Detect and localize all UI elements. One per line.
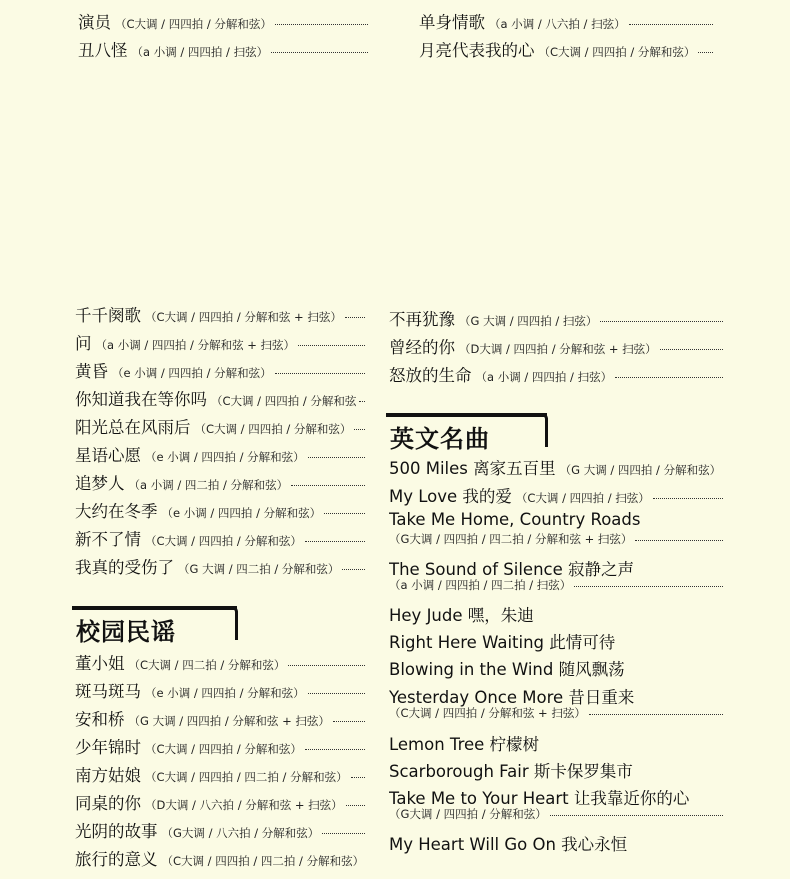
song-title: 董小姐 [75, 654, 125, 673]
dot-leader [660, 349, 723, 350]
song-meta: （C大调 / 四四拍 / 分解和弦） [145, 742, 302, 756]
song-meta: （e 小调 / 四四拍 / 分解和弦） [145, 450, 305, 464]
song-title: My Love 我的爱 [389, 487, 512, 506]
song-title: 我真的受伤了 [75, 558, 174, 577]
song-title: 少年锦时 [75, 738, 141, 757]
song-meta: （e 小调 / 四四拍 / 分解和弦） [145, 686, 305, 700]
list-item [389, 334, 723, 358]
list-item [389, 602, 723, 626]
song-meta: （a 小调 / 四四拍 / 扫弦） [475, 370, 613, 384]
section-title: 校园民谣 [76, 618, 176, 646]
dot-leader [305, 749, 365, 750]
dot-leader [333, 721, 365, 722]
song-title: 问 [75, 334, 92, 353]
song-title: The Sound of Silence 寂静之声 [389, 560, 635, 579]
song-meta: （C大调 / 四四拍 / 四二拍 / 分解和弦） [145, 770, 348, 784]
song-meta: （G大调 / 四四拍 / 分解和弦） [389, 807, 547, 821]
song-title: 你知道我在等你吗 [75, 390, 207, 409]
list-item [389, 831, 723, 855]
dot-leader [351, 777, 365, 778]
song-title: 黄昏 [75, 362, 108, 381]
list-item [389, 362, 723, 386]
song-meta: （G大调 / 四四拍 / 四二拍 / 分解和弦 + 扫弦） [389, 532, 633, 546]
list-item [389, 306, 723, 330]
dot-leader [342, 569, 365, 570]
song-meta: （C大调 / 四二拍 / 分解和弦） [128, 658, 286, 672]
list-item [389, 629, 723, 653]
list-item [75, 302, 365, 326]
song-meta: （G 大调 / 四四拍 / 分解和弦） [559, 463, 722, 477]
song-title: 新不了情 [75, 530, 141, 549]
song-title: Blowing in the Wind 随风飘荡 [389, 660, 625, 679]
dot-leader [308, 693, 365, 694]
song-title: Right Here Waiting 此情可待 [389, 633, 616, 652]
song-title: Scarborough Fair 斯卡保罗集市 [389, 762, 633, 781]
heading-cap [232, 606, 238, 640]
list-item [75, 498, 365, 522]
song-meta-line [389, 705, 723, 721]
song-meta: （C大调 / 四四拍 / 四二拍 / 分解和弦） [161, 854, 365, 868]
song-meta: （a 小调 / 八六拍 / 扫弦） [489, 17, 626, 31]
section-heading-campus [72, 606, 237, 646]
song-title: 阳光总在风雨后 [75, 418, 191, 437]
song-title: 单身情歌 [419, 13, 485, 32]
song-title: 千千阕歌 [75, 306, 141, 325]
song-meta: （C大调 / 四四拍 / 分解和弦 [211, 394, 357, 408]
song-meta: （e 小调 / 四四拍 / 分解和弦） [161, 506, 322, 520]
list-item [389, 510, 723, 529]
list-item [419, 37, 713, 61]
dot-leader [615, 377, 723, 378]
song-title: 斑马斑马 [75, 682, 141, 701]
song-meta: （C大调 / 四四拍 / 扫弦） [515, 491, 650, 505]
list-item [389, 483, 723, 507]
song-meta: （D大调 / 八六拍 / 分解和弦 + 扫弦） [145, 798, 343, 812]
dot-leader [698, 52, 713, 53]
list-item [389, 731, 723, 755]
dot-leader [346, 805, 365, 806]
song-meta: （C大调 / 四四拍 / 分解和弦） [115, 17, 272, 31]
dot-leader [275, 24, 368, 25]
dot-leader [305, 541, 365, 542]
dot-leader [354, 429, 365, 430]
song-title: 星语心愿 [75, 446, 141, 465]
song-title: 不再犹豫 [389, 310, 455, 329]
dot-leader [271, 52, 368, 53]
dot-leader [550, 815, 723, 816]
song-title: 同桌的你 [75, 794, 141, 813]
list-item [78, 9, 368, 33]
dot-leader [288, 665, 365, 666]
song-meta: （a 小调 / 四四拍 / 扫弦） [131, 45, 269, 59]
song-meta-line [389, 577, 723, 593]
dot-leader [298, 345, 365, 346]
song-meta: （G 大调 / 四二拍 / 分解和弦） [178, 562, 340, 576]
song-title: 南方姑娘 [75, 766, 141, 785]
song-meta: （C大调 / 四四拍 / 分解和弦 + 扫弦） [145, 310, 342, 324]
list-item [75, 526, 365, 550]
song-meta: （a 小调 / 四四拍 / 分解和弦 + 扫弦） [95, 338, 296, 352]
list-item [75, 650, 365, 674]
list-item [75, 386, 365, 410]
section-heading-english [386, 413, 547, 453]
song-title: 光阴的故事 [75, 822, 158, 841]
song-title: Take Me to Your Heart 让我靠近你的心 [389, 789, 690, 808]
dot-leader [635, 540, 723, 541]
song-title: 演员 [78, 13, 111, 32]
list-item [75, 762, 365, 786]
song-meta-line [389, 806, 723, 822]
song-meta: （C大调 / 四四拍 / 分解和弦） [145, 534, 302, 548]
list-item [75, 818, 365, 842]
list-item [75, 790, 365, 814]
song-meta: （a 小调 / 四二拍 / 分解和弦） [128, 478, 289, 492]
list-item [78, 37, 368, 61]
heading-bar [386, 413, 547, 417]
list-item [389, 455, 723, 479]
list-item [75, 678, 365, 702]
song-title: Hey Jude 嘿，朱迪 [389, 606, 534, 625]
song-title: 怒放的生命 [389, 366, 472, 385]
song-title: Yesterday Once More 昔日重来 [389, 688, 635, 707]
song-meta: （G 大调 / 四四拍 / 扫弦） [459, 314, 598, 328]
dot-leader [275, 373, 365, 374]
list-item [75, 414, 365, 438]
song-meta: （G大调 / 八六拍 / 分解和弦） [161, 826, 320, 840]
song-title: 500 Miles 离家五百里 [389, 459, 556, 478]
list-item [75, 358, 365, 382]
list-item [389, 758, 723, 782]
song-meta: （C大调 / 四四拍 / 分解和弦 + 扫弦） [389, 706, 586, 720]
song-title: 月亮代表我的心 [419, 41, 535, 60]
song-title: 安和桥 [75, 710, 125, 729]
song-meta: （C大调 / 四四拍 / 分解和弦） [538, 45, 696, 59]
list-item [419, 9, 713, 33]
dot-leader [322, 833, 365, 834]
dot-leader [629, 24, 713, 25]
list-item [75, 706, 365, 730]
list-item [75, 734, 365, 758]
dot-leader [359, 401, 365, 402]
heading-cap [542, 413, 548, 447]
dot-leader [324, 513, 365, 514]
song-meta: （e 小调 / 四四拍 / 分解和弦） [112, 366, 272, 380]
song-title: 大约在冬季 [75, 502, 158, 521]
list-item [75, 846, 365, 870]
dot-leader [308, 457, 365, 458]
song-meta-line [389, 531, 723, 547]
song-title: 旅行的意义 [75, 850, 158, 869]
dot-leader [600, 321, 723, 322]
song-title: Take Me Home, Country Roads [389, 510, 641, 529]
song-meta: （G 大调 / 四四拍 / 分解和弦 + 扫弦） [128, 714, 330, 728]
list-item [75, 442, 365, 466]
song-title: 追梦人 [75, 474, 125, 493]
dot-leader [291, 485, 365, 486]
list-item [75, 470, 365, 494]
list-item [389, 656, 723, 680]
list-item [75, 330, 365, 354]
list-item [75, 554, 365, 578]
song-title: My Heart Will Go On 我心永恒 [389, 835, 628, 854]
song-title: Lemon Tree 柠檬树 [389, 735, 540, 754]
dot-leader [574, 586, 723, 587]
dot-leader [345, 317, 365, 318]
section-title: 英文名曲 [390, 425, 490, 453]
heading-bar [72, 606, 237, 610]
song-meta: （D大调 / 四四拍 / 分解和弦 + 扫弦） [459, 342, 657, 356]
dot-leader [589, 714, 723, 715]
song-meta: （a 小调 / 四四拍 / 四二拍 / 扫弦） [389, 578, 572, 592]
song-title: 丑八怪 [78, 41, 128, 60]
dot-leader [653, 498, 723, 499]
song-title: 曾经的你 [389, 338, 455, 357]
song-meta: （C大调 / 四四拍 / 分解和弦） [194, 422, 352, 436]
